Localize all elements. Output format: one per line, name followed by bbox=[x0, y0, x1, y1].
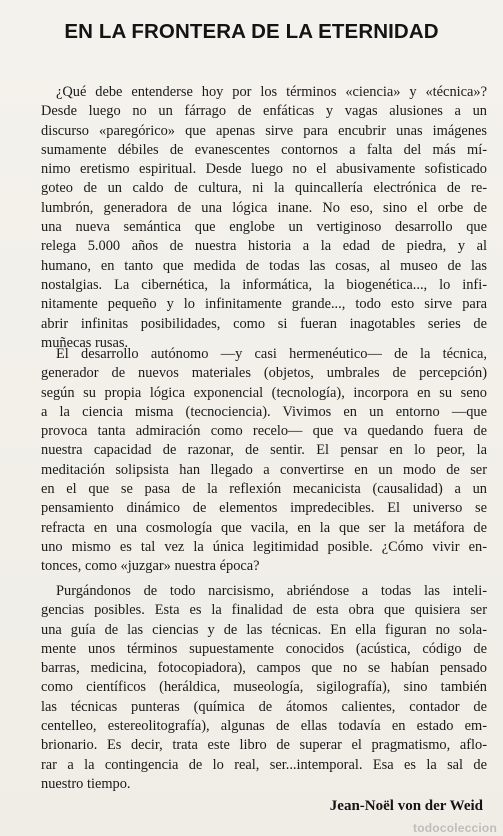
text-line: nuestro tiempo. bbox=[41, 775, 131, 792]
text-line: humano, en tanto que medida de todas las cosas, al museo de las bbox=[41, 257, 487, 274]
text-line: generador de nuevos materiales (objetos, umbrales de percepción) bbox=[41, 365, 487, 382]
text-line: provoca tanta admiración como recelo— que va quedando fuera de bbox=[41, 423, 487, 440]
paragraph-1 bbox=[41, 83, 487, 353]
text-line: a la ciencia misma (tecnociencia). Vivimos en un entorno —que bbox=[41, 403, 487, 420]
text-line: en el que se pasa de la reflexión mecanicista (causalidad) a un bbox=[41, 481, 487, 498]
text-line: goteo de un caldo de cultura, ni la quincallería electrónica de re- bbox=[41, 180, 487, 197]
text-line: una nueva semántica que englobe un vertiginoso desarrollo que bbox=[41, 219, 487, 236]
text-line: lumbrón, generadora de una lógica inane. No eso, sino el orbe de bbox=[41, 199, 487, 216]
text-line: rar a la contingencia de lo real, ser...intemporal. Esa es la sal de bbox=[41, 756, 487, 773]
paragraph-3 bbox=[41, 582, 487, 794]
text-line: refracta en una cosmología que vacila, en la que ser la metáfora de bbox=[41, 519, 487, 536]
text-line: nostalgias. La cibernética, la informática, la biogenética..., lo infi- bbox=[41, 276, 487, 293]
text-line: sumamente débiles de evanescentes contornos a falta del más mí- bbox=[41, 141, 487, 158]
text-line: meditación solipsista han llegado a convertirse en un modo de ser bbox=[41, 461, 487, 478]
text-line: según su propia lógica exponencial (tecnología), incorpora en su seno bbox=[41, 384, 487, 401]
text-line: las técnicas punteras (química de átomos calientes, contador de bbox=[41, 698, 487, 715]
text-line: pensamiento dinámico de elementos impredecibles. El universo se bbox=[41, 500, 487, 517]
paragraph-2 bbox=[41, 345, 487, 577]
text-line: ¿Qué debe entenderse hoy por los términos «ciencia» y «técnica»? bbox=[56, 84, 487, 100]
author-signature: Jean-Noël von der Weid bbox=[329, 798, 483, 814]
text-line: mente unos términos supuestamente conocidos (acústica, código de bbox=[41, 640, 487, 657]
text-line: Desde luego no un fárrago de enfáticas y vagas alusiones a un bbox=[41, 103, 487, 120]
text-line: muñecas rusas. bbox=[41, 334, 129, 351]
text-line: gencias posibles. Esta es la finalidad de esta obra que quisiera ser bbox=[41, 602, 487, 619]
text-line: abrir infinitas posibilidades, como si fueran inagotables series de bbox=[41, 315, 487, 332]
text-line: discurso «paregórico» que apenas sirve para encubrir unas imágenes bbox=[41, 122, 487, 139]
text-line: El desarrollo autónomo —y casi hermenéutico— de la técnica, bbox=[56, 346, 487, 362]
text-line: brionario. Es decir, trata este libro de superar el pragmatismo, aflo- bbox=[41, 737, 487, 754]
text-line: como científicos (heráldica, museología, sigilografía), sino también bbox=[41, 679, 487, 696]
text-line: nimo eretismo espiritual. Desde luego no el abusivamente sofisticado bbox=[41, 161, 487, 178]
text-line: tonces, como «juzgar» nuestra época? bbox=[41, 558, 260, 575]
text-line: relega 5.000 años de nuestra historia a la edad de piedra, y al bbox=[41, 238, 487, 255]
text-line: uno mismo es tal vez la única legitimidad posible. ¿Cómo vivir en- bbox=[41, 538, 487, 555]
text-line: una guía de las ciencias y de las técnicas. En ella figuran no sola- bbox=[41, 621, 487, 638]
watermark: todocoleccion bbox=[413, 821, 497, 835]
text-line: centelleo, estereolitografía), algunas de ellas todavía en estado em- bbox=[41, 718, 487, 735]
page-title: EN LA FRONTERA DE LA ETERNIDAD bbox=[64, 20, 439, 43]
text-line: Purgándonos de todo narcisismo, abriéndose a todas las inteli- bbox=[56, 583, 487, 599]
text-line: nitamente pequeño y lo infinitamente grande..., todo esto sirve para bbox=[41, 296, 487, 313]
text-line: nuestra capacidad de razonar, de sentir. El pensar en lo peor, la bbox=[41, 442, 487, 459]
text-line: barras, medicina, fotocopiadora), campos que no se habían pensado bbox=[41, 660, 487, 677]
